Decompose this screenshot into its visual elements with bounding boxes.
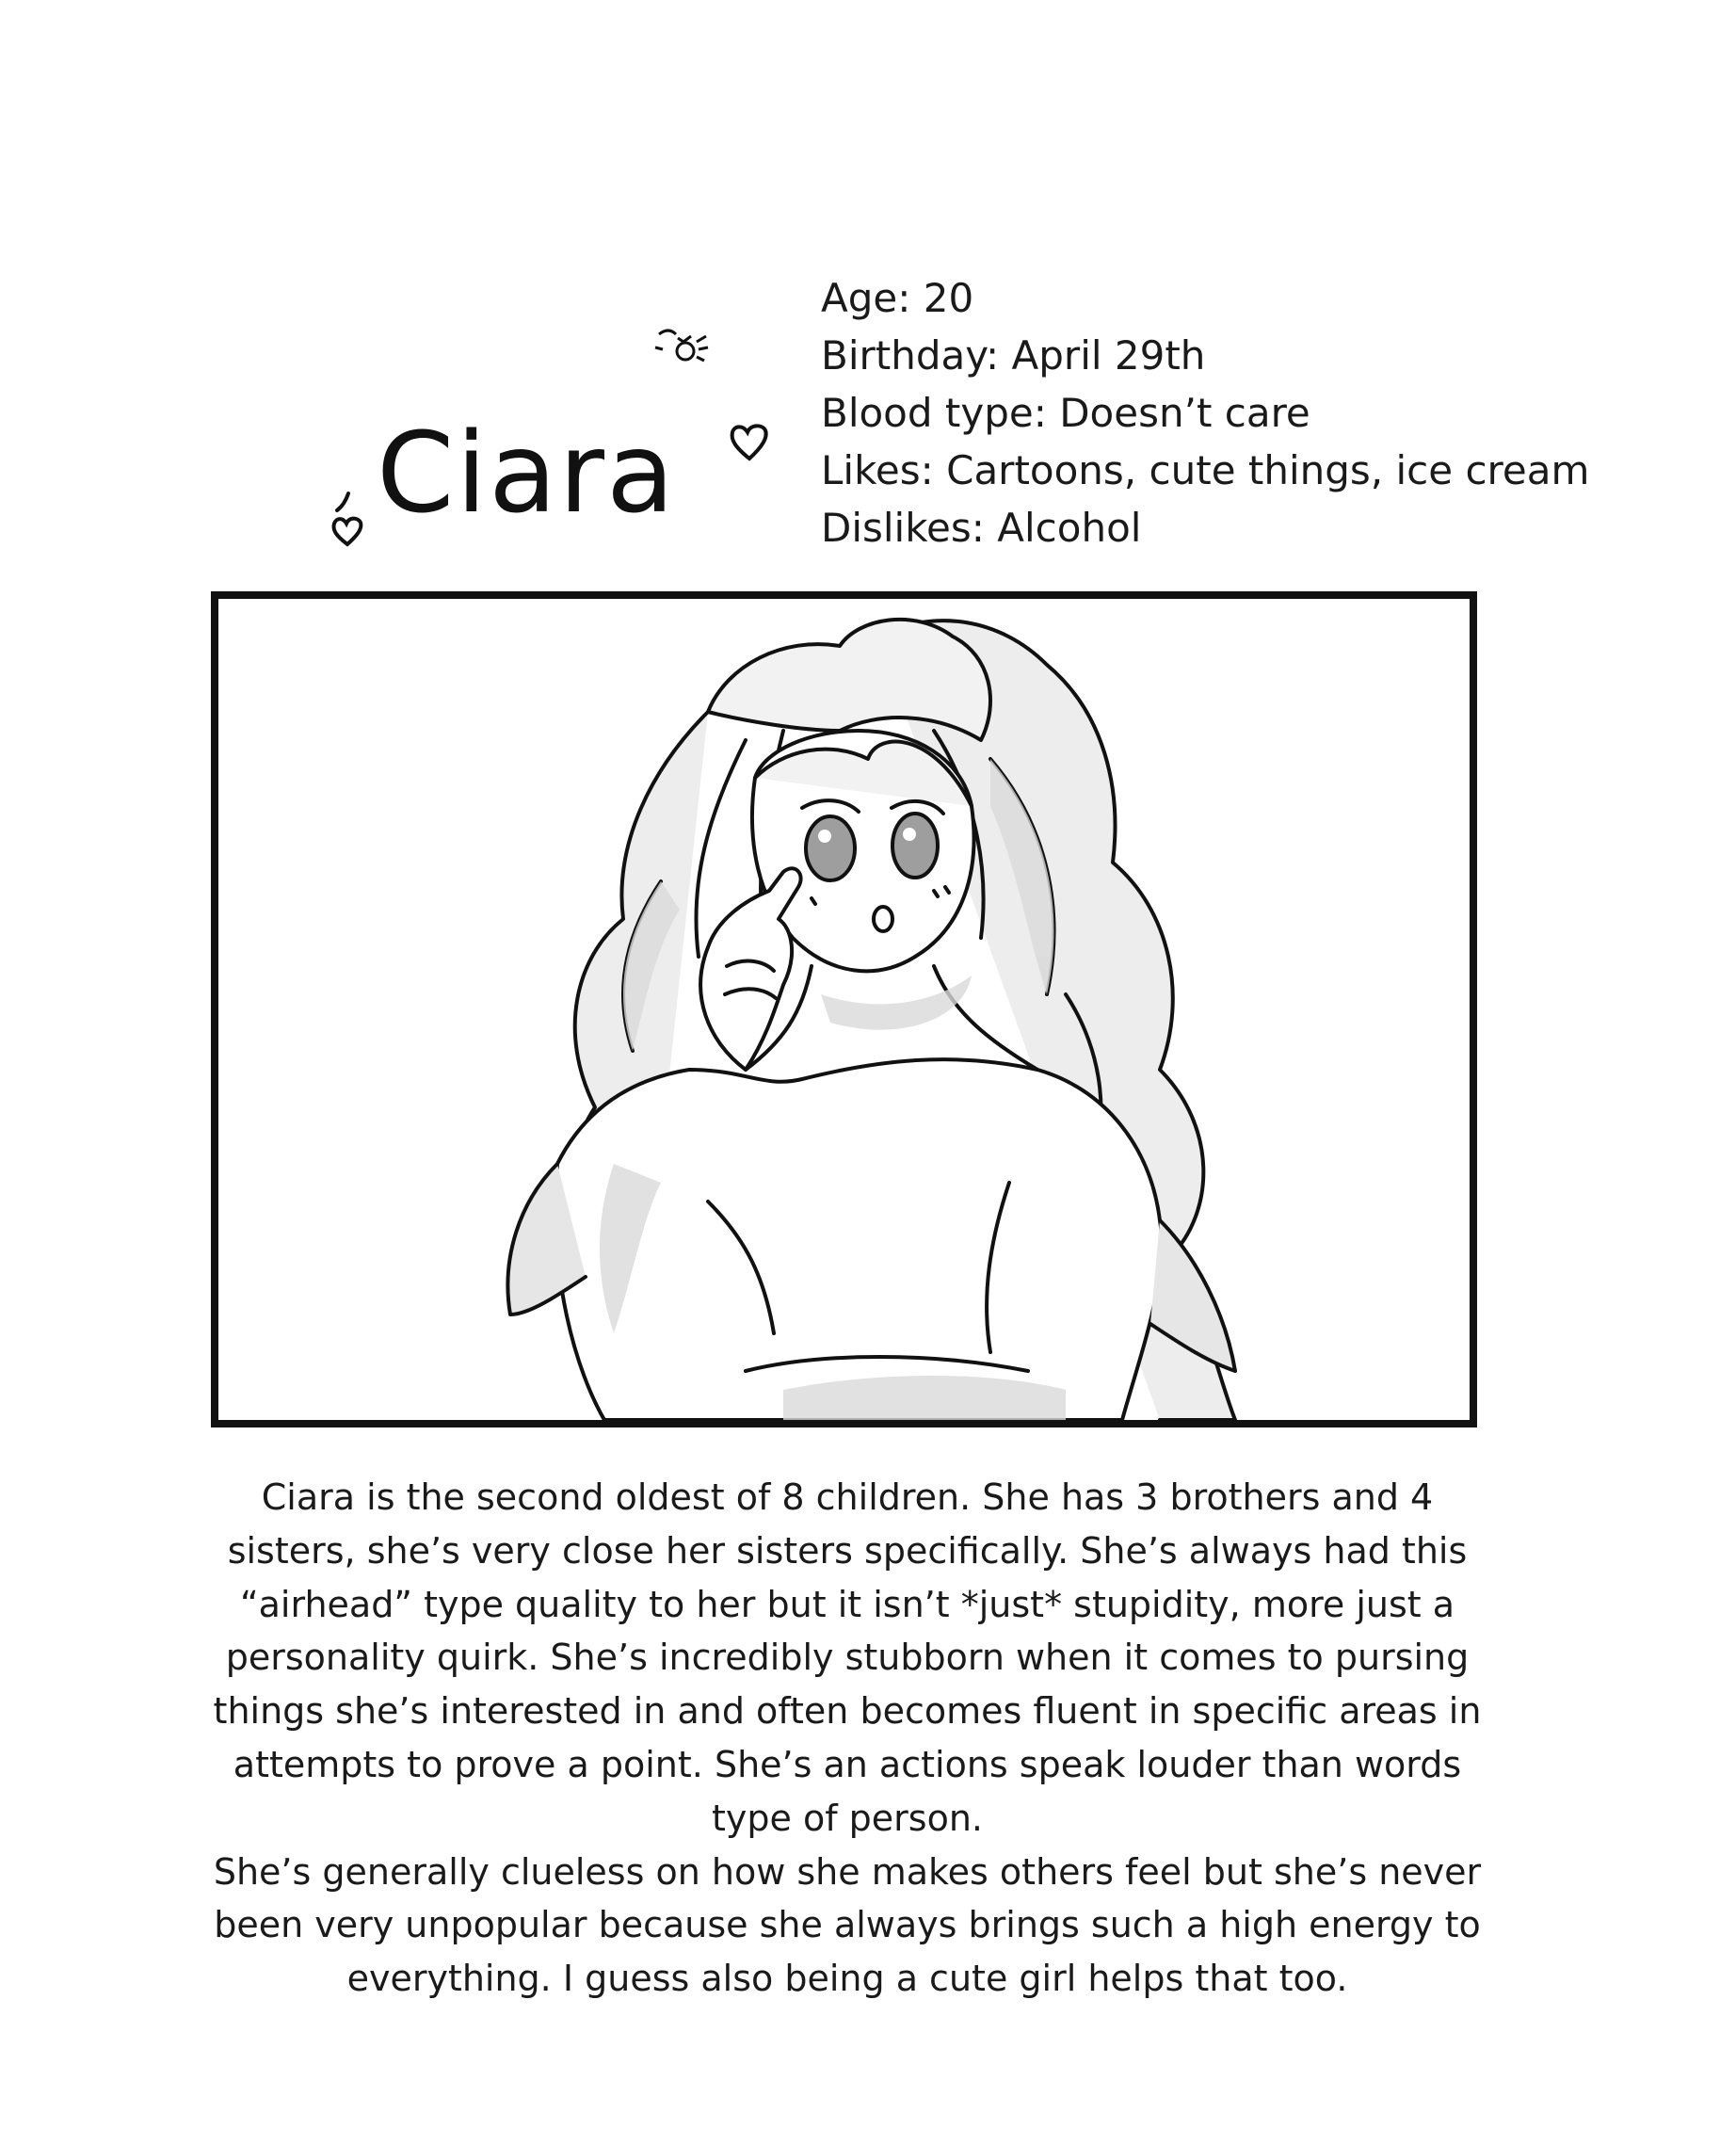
- accent-mark-icon: [331, 490, 360, 518]
- bio-paragraph: She’s generally clueless on how she makes others feel but she’s never been very unpopular because she always brings such a high energy to everything. I guess also being a cute girl helps that too.: [213, 1850, 1482, 2000]
- character-bio: [198, 1471, 1497, 2006]
- smiley-doodle-icon: [650, 325, 725, 372]
- profile-stats: [821, 269, 1706, 556]
- character-name: Ciara: [377, 408, 677, 538]
- profile-dislikes: Dislikes: Alcohol: [821, 505, 1142, 551]
- profile-blood-type: Blood type: Doesn’t care: [821, 390, 1310, 436]
- girl-portrait-illustration: [218, 599, 1470, 1420]
- heart-icon: [330, 514, 365, 548]
- profile-likes: Likes: Cartoons, cute things, ice cream: [821, 447, 1590, 493]
- heart-icon: [728, 421, 771, 462]
- bio-paragraph: Ciara is the second oldest of 8 children. She has 3 brothers and 4 sisters, she’s very close her sisters specifically. She’s always had this “airhead” type quality to her but it isn’t *just* stupidity, more just a personality quirk. She’s incredibly stubborn when it comes to pursing things she’s interested in and often becomes fluent in specific areas in attempts to prove a point. She’s an actions speak louder than words type of person.: [213, 1476, 1482, 1839]
- profile-birthday: Birthday: April 29th: [821, 332, 1206, 379]
- illustration-panel: [211, 591, 1477, 1427]
- profile-age: Age: 20: [821, 275, 974, 321]
